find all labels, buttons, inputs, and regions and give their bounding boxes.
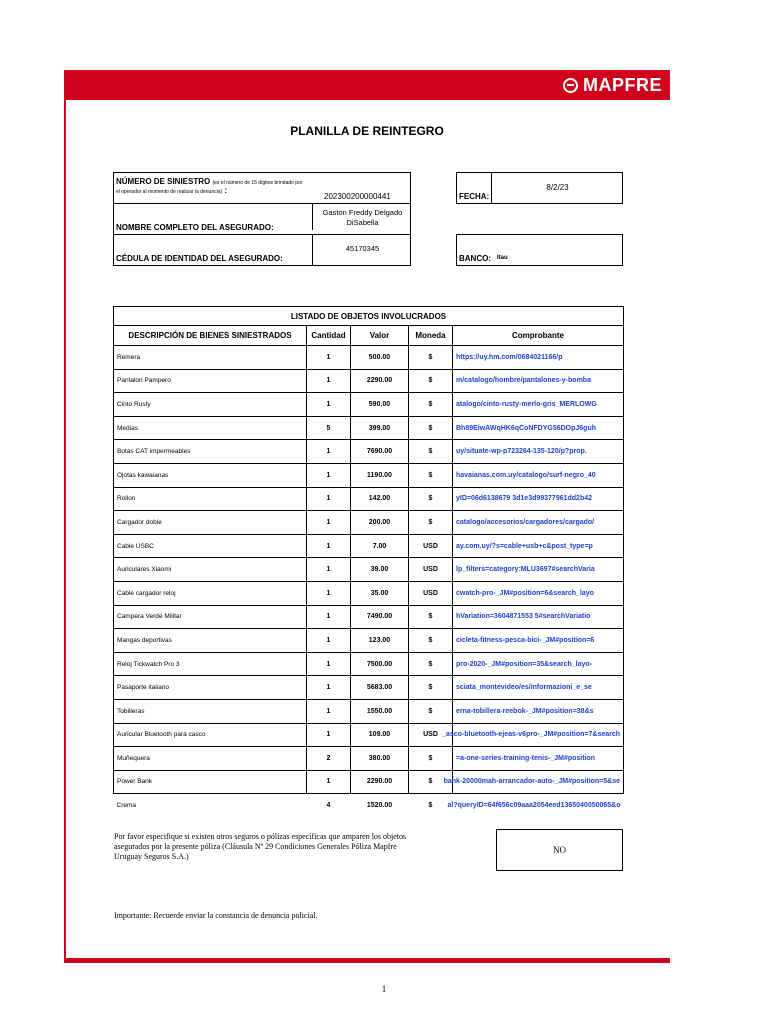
item-receipt-link[interactable]: ay.com.uy/?s=cable+usb+c&post_type=p (453, 534, 624, 558)
item-description: Tobilleras (114, 699, 307, 723)
item-quantity: 1 (307, 487, 351, 511)
item-description: Medias (114, 416, 307, 440)
item-receipt-link[interactable]: m/catalogo/hombre/pantalones-y-bomba (453, 369, 624, 393)
claim-number-value: 202300200000441 (324, 192, 391, 201)
table-row (114, 747, 624, 771)
item-receipt-link[interactable]: bank-20000mah-arrancador-auto-_JM#position=5&se (453, 770, 624, 794)
item-currency: $ (409, 487, 453, 511)
item-currency: $ (428, 802, 433, 810)
item-description: Remera (114, 346, 307, 370)
insured-name-value: Gaston Freddy Delgado DiSabella (312, 204, 412, 230)
item-value: 590.00 (351, 393, 409, 417)
item-value: 2290.00 (351, 369, 409, 393)
item-description: Muñequera (114, 747, 307, 771)
brand-name: MAPFRE (583, 75, 662, 95)
table-row (114, 511, 624, 535)
item-currency: $ (409, 676, 453, 700)
col-header-value: Valor (351, 326, 409, 346)
item-value: 200.00 (351, 511, 409, 535)
col-header-quantity: Cantidad (307, 326, 351, 346)
item-value: 7500.00 (351, 652, 409, 676)
item-quantity: 1 (307, 393, 351, 417)
item-description: Campera Verde Militar (114, 605, 307, 629)
item-quantity: 1 (307, 511, 351, 535)
mapfre-logo-icon (563, 78, 578, 93)
item-quantity: 1 (307, 558, 351, 582)
item-description: Pantalon Pampero (114, 369, 307, 393)
item-value: 399.00 (351, 416, 409, 440)
item-value: 7490.00 (351, 605, 409, 629)
other-insurance-note: Por favor especifique si existen otros seguros o pólizas específicas que amparen los objetos asegurados por la presente póliza (Cláusula Nº 29 Condiciones Generales Póliza Mapfre Uruguay Seguros S.A.) (114, 832, 407, 861)
item-value: 1520.00 (366, 802, 393, 810)
item-currency: $ (409, 747, 453, 771)
item-description: Mangas deportivas (114, 629, 307, 653)
item-value: 123.00 (351, 629, 409, 653)
table-row (114, 487, 624, 511)
table-row (114, 723, 624, 747)
table-row (114, 652, 624, 676)
table-row (114, 393, 624, 417)
item-receipt-link[interactable]: /catalogo/accesorios/cargadores/cargado (453, 511, 624, 535)
item-description: Auriculares Xiaomi (114, 558, 307, 582)
date-box (456, 172, 623, 204)
table-row (114, 463, 624, 487)
table-row (114, 581, 624, 605)
brand-logo (563, 75, 662, 96)
insured-id-box (113, 234, 411, 266)
item-currency: $ (409, 770, 453, 794)
item-receipt-link[interactable]: hVariation=3604871553 5#searchVariatio (453, 605, 624, 629)
col-header-receipt: Comprobante (453, 326, 624, 346)
item-receipt-link[interactable]: https://uy.hm.com/0684021166/p (453, 346, 624, 370)
item-quantity: 1 (307, 652, 351, 676)
item-value: 500.00 (351, 346, 409, 370)
item-quantity: 2 (307, 747, 351, 771)
item-value: 7.00 (351, 534, 409, 558)
item-description: Pasaporte italiano (114, 676, 307, 700)
item-currency: USD (409, 558, 453, 582)
table-row (114, 558, 624, 582)
item-description: Cable USBC (114, 534, 307, 558)
item-quantity: 1 (307, 605, 351, 629)
item-quantity: 1 (307, 723, 351, 747)
item-quantity: 1 (307, 534, 351, 558)
item-description: Power Bank (114, 770, 307, 794)
item-currency: USD (409, 534, 453, 558)
item-description: Auricular Bluetooth para casco (114, 723, 307, 747)
table-row (114, 440, 624, 464)
left-border (64, 70, 66, 962)
item-currency: $ (409, 369, 453, 393)
item-currency: $ (409, 416, 453, 440)
table-row (114, 770, 624, 794)
col-header-description: DESCRIPCIÓN DE BIENES SINIESTRADOS (114, 326, 307, 346)
item-quantity: 1 (307, 581, 351, 605)
item-description: Ojotas kawaianas (114, 463, 307, 487)
table-row (114, 534, 624, 558)
item-value: 39.00 (351, 558, 409, 582)
item-currency: $ (409, 463, 453, 487)
item-currency: $ (409, 699, 453, 723)
item-receipt-link[interactable]: lp_filters=category:MLU3697#searchVaria (453, 558, 624, 582)
item-value: 142.00 (351, 487, 409, 511)
item-receipt-link[interactable]: .uy/situate-wp-p723264-135-120/p?prop (453, 440, 624, 464)
item-currency: USD (409, 581, 453, 605)
page-number: 1 (381, 984, 387, 994)
table-caption: LISTADO DE OBJETOS INVOLUCRADOS (114, 307, 624, 326)
claim-number-label: NÚMERO DE SINIESTRO (116, 177, 211, 186)
page-title: PLANILLA DE REINTEGRO (290, 124, 444, 138)
claim-number-box (113, 172, 411, 204)
bank-box (456, 234, 623, 266)
date-value: 8/2/23 (491, 173, 623, 203)
date-label: FECHA: (459, 192, 490, 201)
item-quantity: 1 (307, 463, 351, 487)
important-note: Importante: Recuerde enviar la constancia de denuncia policial. (114, 911, 318, 920)
item-value: 1550.00 (351, 699, 409, 723)
item-description: Cargador doble (114, 511, 307, 535)
item-receipt-link[interactable]: -pro-2020-_JM#position=35&search_layo (453, 652, 624, 676)
insured-id-value: 45170345 (312, 235, 412, 265)
item-receipt-link[interactable]: Bh89EiwAWqHK6qCoNFDYG56DOpJ6guh (453, 416, 624, 440)
item-quantity: 1 (307, 346, 351, 370)
col-header-currency: Moneda (409, 326, 453, 346)
item-receipt-link[interactable]: havaianas.com.uy/catalogo/surf-negro_40 (453, 463, 624, 487)
other-insurance-answer: NO (496, 829, 623, 871)
bank-label: BANCO: (459, 254, 491, 263)
item-description: Cable cargador reloj (114, 581, 307, 605)
item-currency: $ (409, 629, 453, 653)
item-quantity: 1 (307, 369, 351, 393)
table-row (114, 369, 624, 393)
insured-name-box (113, 203, 411, 235)
item-quantity: 5 (307, 416, 351, 440)
claim-number-colon: : (224, 186, 228, 195)
header-bar (64, 70, 670, 100)
item-value: 1190.00 (351, 463, 409, 487)
objects-table (113, 306, 624, 817)
item-currency: $ (409, 346, 453, 370)
item-receipt-link[interactable]: sciata_montevideo/es/informazioni_e_se (453, 676, 624, 700)
item-quantity: 1 (307, 699, 351, 723)
item-quantity: 4 (326, 802, 331, 810)
item-description: Cinto Rusty (114, 393, 307, 417)
item-receipt-link[interactable]: cwatch-pro-_JM#position=6&search_layo (453, 581, 624, 605)
item-value: 109.00 (351, 723, 409, 747)
table-row (114, 605, 624, 629)
item-quantity: 1 (307, 440, 351, 464)
item-quantity: 1 (307, 629, 351, 653)
item-currency: $ (409, 393, 453, 417)
table-row (114, 629, 624, 653)
item-currency: $ (409, 511, 453, 535)
item-receipt-link[interactable]: al?queryID=64f656c09aaa2054eed1365040050065&o (447, 802, 621, 810)
item-description: Crema (116, 802, 137, 810)
item-value: 5683.00 (351, 676, 409, 700)
item-description: Botas CAT impermeables (114, 440, 307, 464)
item-currency: $ (409, 605, 453, 629)
item-value: 7690.00 (351, 440, 409, 464)
insured-id-label: CÉDULA DE IDENTIDAD DEL ASEGURADO: (116, 254, 283, 263)
item-quantity: 1 (307, 770, 351, 794)
item-receipt-link[interactable]: yID=06d6138679 3d1e3d99377961dd2b42 (453, 487, 624, 511)
item-description: Reloj Tickwatch Pro 3 (114, 652, 307, 676)
table-row (114, 416, 624, 440)
item-receipt-link[interactable]: erna-tobillera-reebok-_JM#position=38&s (453, 699, 624, 723)
item-currency: $ (409, 652, 453, 676)
item-receipt-link[interactable]: atalogo/cinto-rusty-merlo-gris_MERLOWG (453, 393, 624, 417)
item-receipt-link[interactable]: asco-bluetooth-ejeas-v6pro-_JM#position=7&search_ (453, 723, 624, 747)
item-receipt-link[interactable]: cicleta-fitness-pesca-bici-_JM#position=6 (453, 629, 624, 653)
table-row (114, 346, 624, 370)
table-row (114, 676, 624, 700)
table-row (114, 794, 624, 818)
item-receipt-link[interactable]: a-one-series-training-tenis-_JM#position= (453, 747, 624, 771)
item-description: Rollon (114, 487, 307, 511)
bank-value: Itau (497, 255, 508, 261)
item-value: 35.00 (351, 581, 409, 605)
footer-bar (64, 958, 670, 963)
table-row (114, 699, 624, 723)
item-currency: USD (409, 723, 453, 747)
insured-name-label: NOMBRE COMPLETO DEL ASEGURADO: (116, 223, 274, 232)
item-value: 380.00 (351, 747, 409, 771)
claim-number-note: (es el número de 15 dígitos brindado por el operador al momento de realizar la denuncia) (116, 180, 303, 195)
item-quantity: 1 (307, 676, 351, 700)
item-value: 2290.00 (351, 770, 409, 794)
item-currency: $ (409, 440, 453, 464)
